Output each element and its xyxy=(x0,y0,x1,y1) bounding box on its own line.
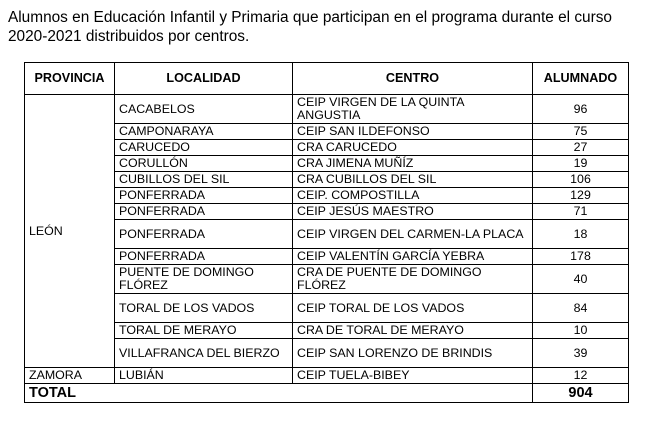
centro-cell: CEIP SAN LORENZO DE BRINDIS xyxy=(293,339,533,368)
table-row xyxy=(25,124,629,140)
alumnado-cell: 40 xyxy=(533,265,629,294)
table-row xyxy=(25,140,629,156)
alumnado-cell: 75 xyxy=(533,124,629,140)
localidad-cell: LUBIÁN xyxy=(115,368,293,384)
centro-cell: CEIP SAN ILDEFONSO xyxy=(293,124,533,140)
centro-cell: CRA DE PUENTE DE DOMINGO FLÓREZ xyxy=(293,265,533,294)
alumnado-cell: 19 xyxy=(533,156,629,172)
table-row xyxy=(25,172,629,188)
localidad-cell: VILLAFRANCA DEL BIERZO xyxy=(115,339,293,368)
localidad-cell: CARUCEDO xyxy=(115,140,293,156)
localidad-cell: PONFERRADA xyxy=(115,249,293,265)
alumnado-cell: 129 xyxy=(533,188,629,204)
table-row xyxy=(25,265,629,294)
table-row xyxy=(25,249,629,265)
alumnado-cell: 12 xyxy=(533,368,629,384)
table-row xyxy=(25,339,629,368)
table-row xyxy=(25,220,629,249)
localidad-cell: PONFERRADA xyxy=(115,188,293,204)
table-row xyxy=(25,323,629,339)
province-cell-zamora: ZAMORA xyxy=(25,368,115,384)
alumnado-cell: 71 xyxy=(533,204,629,220)
centro-cell: CRA DE TORAL DE MERAYO xyxy=(293,323,533,339)
alumnado-cell: 84 xyxy=(533,294,629,323)
centro-cell: CEIP TORAL DE LOS VADOS xyxy=(293,294,533,323)
alumnado-cell: 178 xyxy=(533,249,629,265)
table-row xyxy=(25,95,629,124)
table-row xyxy=(25,204,629,220)
centro-cell: CRA JIMENA MUÑÍZ xyxy=(293,156,533,172)
centro-cell: CRA CUBILLOS DEL SIL xyxy=(293,172,533,188)
localidad-cell: TORAL DE LOS VADOS xyxy=(115,294,293,323)
table-row xyxy=(25,294,629,323)
localidad-cell: CORULLÓN xyxy=(115,156,293,172)
total-label: TOTAL xyxy=(25,384,533,403)
centro-cell: CEIP. COMPOSTILLA xyxy=(293,188,533,204)
centro-cell: CEIP VIRGEN DEL CARMEN-LA PLACA xyxy=(293,220,533,249)
table-row xyxy=(25,368,629,384)
centro-cell: CEIP TUELA-BIBEY xyxy=(293,368,533,384)
header-localidad: LOCALIDAD xyxy=(115,63,293,95)
header-alumnado: ALUMNADO xyxy=(533,63,629,95)
alumnado-cell: 106 xyxy=(533,172,629,188)
localidad-cell: CACABELOS xyxy=(115,95,293,124)
header-centro: CENTRO xyxy=(293,63,533,95)
alumnado-cell: 18 xyxy=(533,220,629,249)
centro-cell: CEIP VIRGEN DE LA QUINTA ANGUSTIA xyxy=(293,95,533,124)
centro-cell: CEIP VALENTÍN GARCÍA YEBRA xyxy=(293,249,533,265)
province-cell-leon: LEÓN xyxy=(25,95,115,368)
total-value: 904 xyxy=(533,384,629,403)
localidad-cell: CUBILLOS DEL SIL xyxy=(115,172,293,188)
centro-cell: CRA CARUCEDO xyxy=(293,140,533,156)
localidad-cell: CAMPONARAYA xyxy=(115,124,293,140)
header-provincia: PROVINCIA xyxy=(25,63,115,95)
total-row xyxy=(25,384,629,403)
students-table xyxy=(24,62,629,403)
centro-cell: CEIP JESÚS MAESTRO xyxy=(293,204,533,220)
table-row xyxy=(25,188,629,204)
alumnado-cell: 96 xyxy=(533,95,629,124)
alumnado-cell: 10 xyxy=(533,323,629,339)
table-row xyxy=(25,156,629,172)
alumnado-cell: 27 xyxy=(533,140,629,156)
localidad-cell: PONFERRADA xyxy=(115,204,293,220)
alumnado-cell: 39 xyxy=(533,339,629,368)
localidad-cell: PUENTE DE DOMINGO FLÓREZ xyxy=(115,265,293,294)
table-caption: Alumnos en Educación Infantil y Primaria que participan en el programa durante el curso 2020-2021 distribuidos por centros. xyxy=(8,9,612,45)
localidad-cell: TORAL DE MERAYO xyxy=(115,323,293,339)
table-header-row xyxy=(25,63,629,95)
localidad-cell: PONFERRADA xyxy=(115,220,293,249)
